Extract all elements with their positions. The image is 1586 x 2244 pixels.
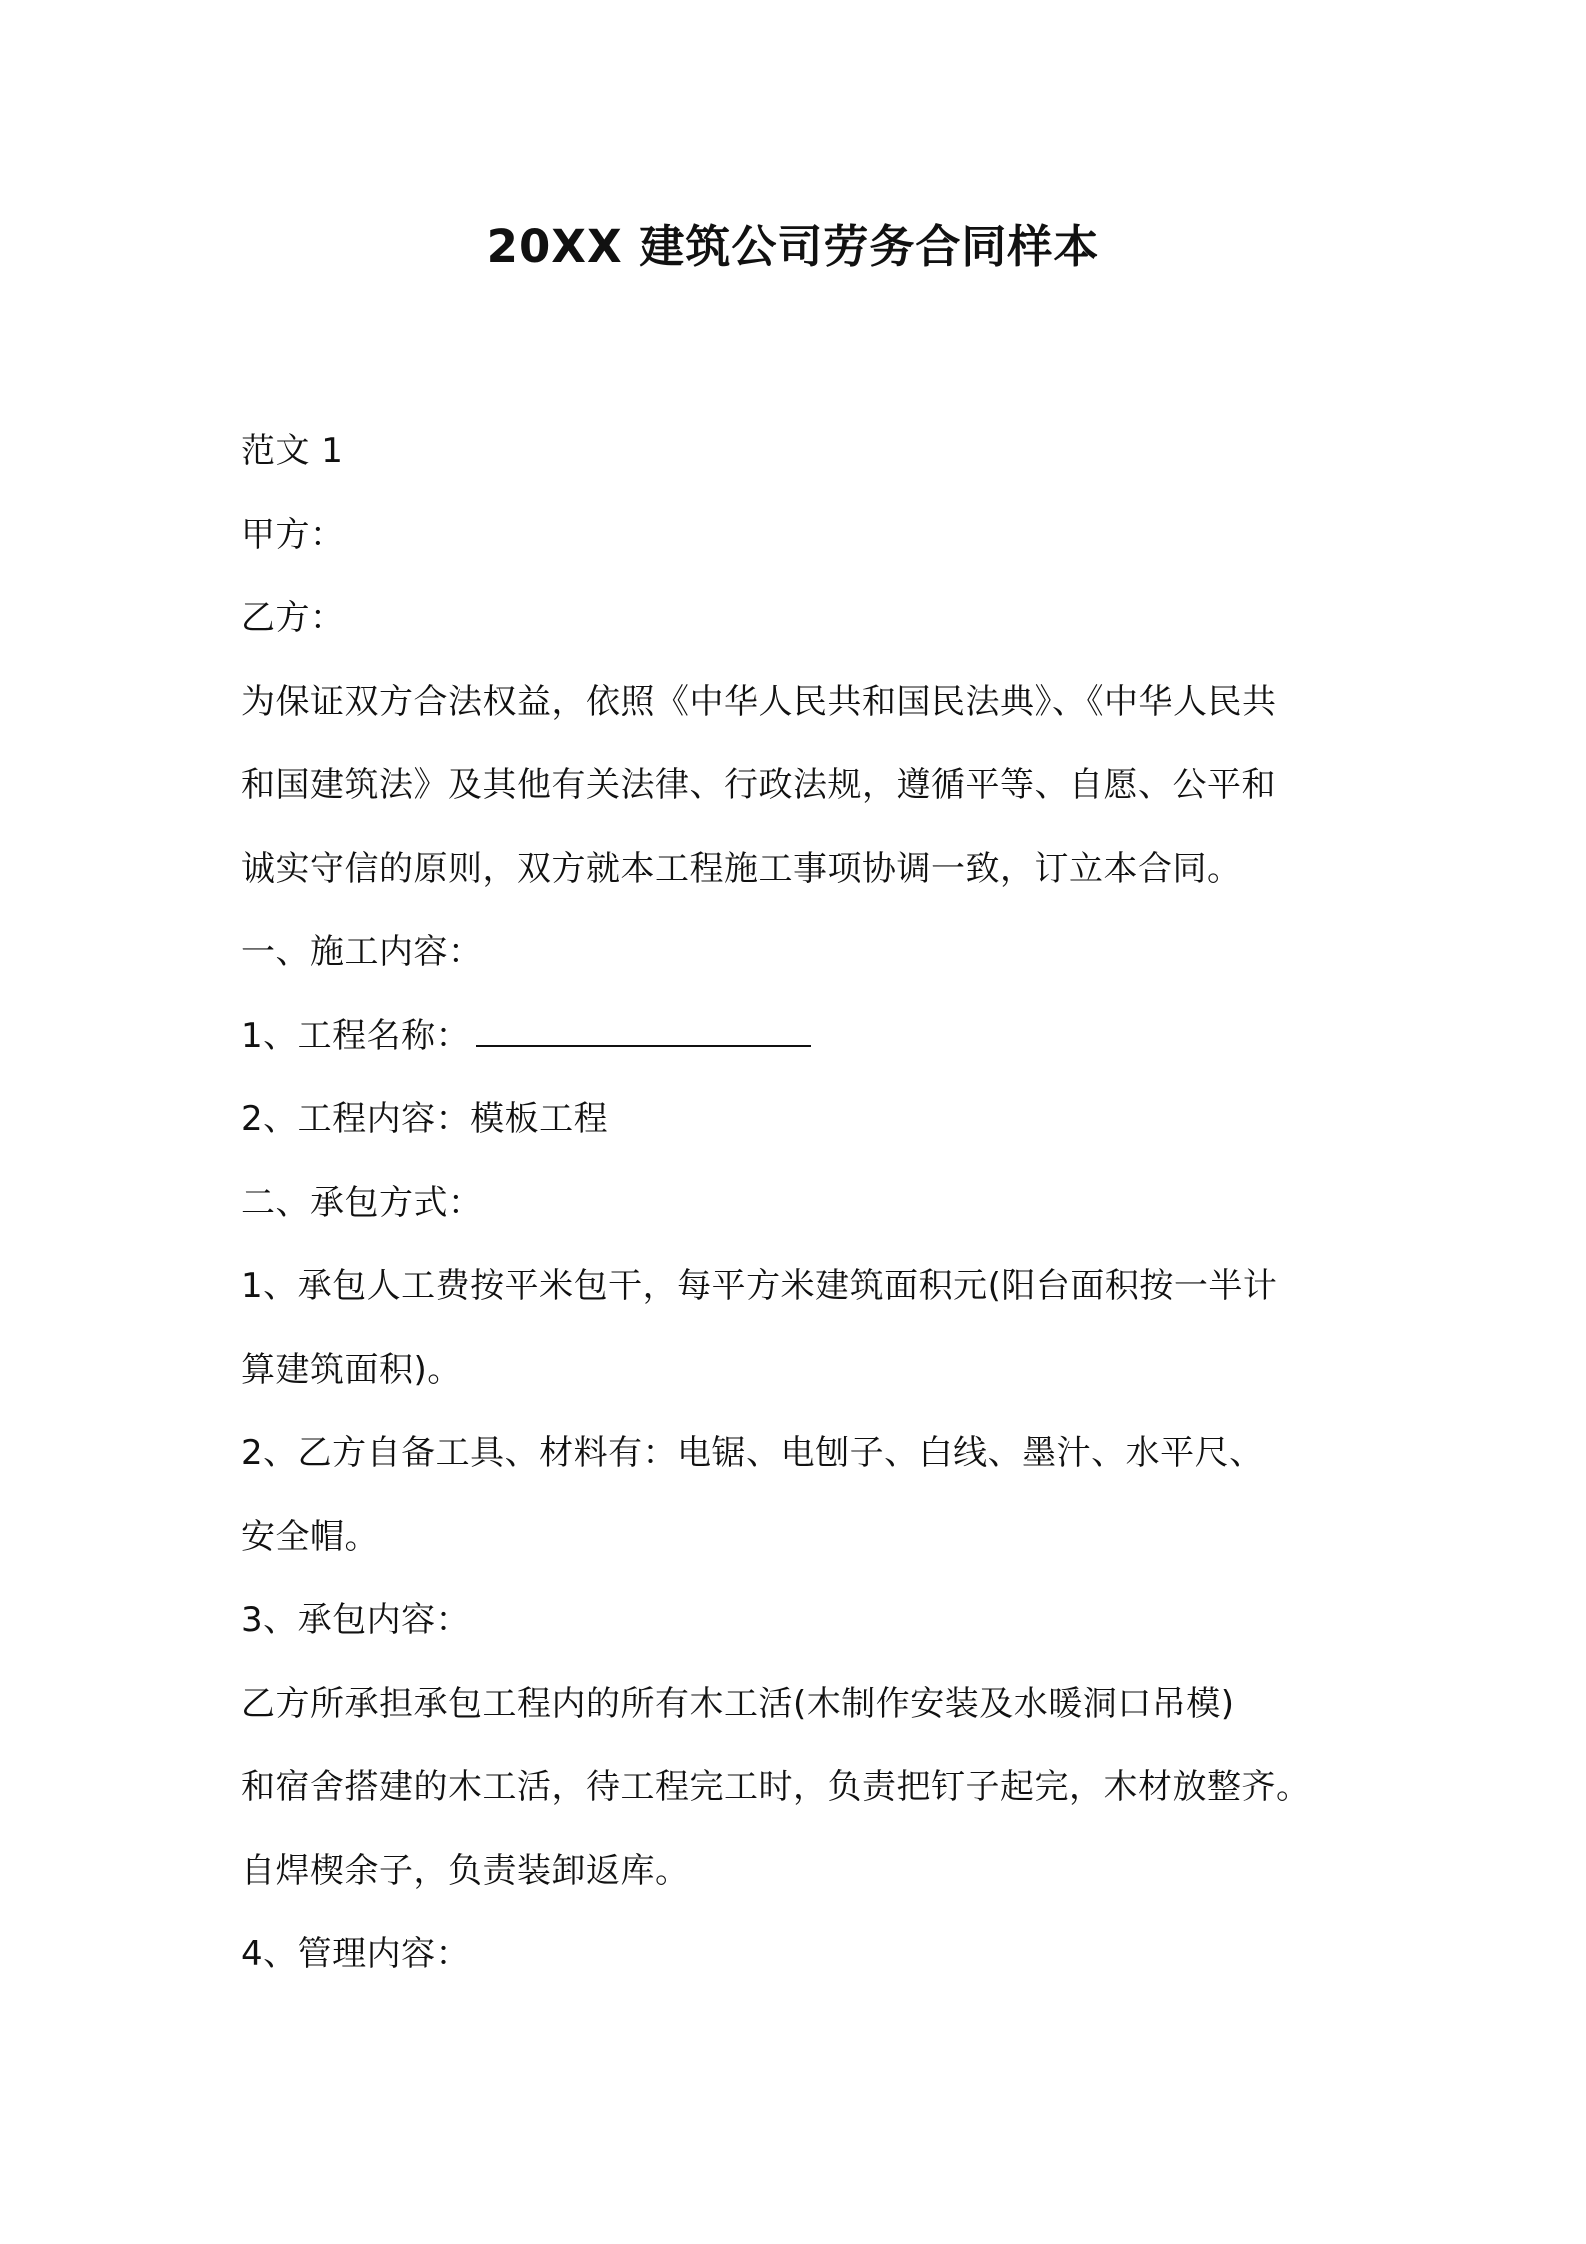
- clause-line: 乙方所承担承包工程内的所有木工活(木制作安装及水暖洞口吊模): [241, 1683, 1235, 1724]
- project-content-line: 2、工程内容：模板工程: [241, 1099, 609, 1139]
- document-body: [241, 410, 1356, 1997]
- project-name-label: 1、工程名称：: [241, 1015, 471, 1056]
- clause-line: 算建筑面积)。: [241, 1349, 462, 1390]
- section-heading: 二、承包方式：: [241, 1182, 483, 1223]
- preamble-line: 和国建筑法》及其他有关法律、行政法规，遵循平等、自愿、公平和: [241, 765, 1276, 805]
- clause-line: 4、管理内容：: [241, 1934, 471, 1974]
- document-title: 20XX 建筑公司劳务合同样本: [486, 220, 1100, 273]
- project-name-blank: [476, 1015, 811, 1047]
- clause-line: 3、承包内容：: [241, 1600, 471, 1640]
- clause-line: 安全帽。: [241, 1516, 379, 1557]
- sample-label: 范文 1: [241, 431, 344, 471]
- party-a-line: 甲方：: [241, 514, 345, 555]
- party-b-line: 乙方：: [241, 598, 345, 638]
- clause-line: 1、承包人工费按平米包干，每平方米建筑面积元(阳台面积按一半计: [241, 1266, 1278, 1306]
- preamble-line: 为保证双方合法权益，依照《中华人民共和国民法典》、《中华人民共: [241, 681, 1277, 722]
- clause-line: 自焊楔余子，负责装卸返库。: [241, 1850, 690, 1891]
- clause-line: 2、乙方自备工具、材料有：电锯、电刨子、白线、墨汁、水平尺、: [241, 1433, 1264, 1473]
- clause-line: 和宿舍搭建的木工活，待工程完工时，负责把钉子起完，木材放整齐。: [241, 1767, 1311, 1807]
- section-heading: 一、施工内容：: [241, 932, 483, 972]
- project-name-line: [241, 995, 1356, 1079]
- preamble-line: 诚实守信的原则，双方就本工程施工事项协调一致，订立本合同。: [241, 848, 1242, 889]
